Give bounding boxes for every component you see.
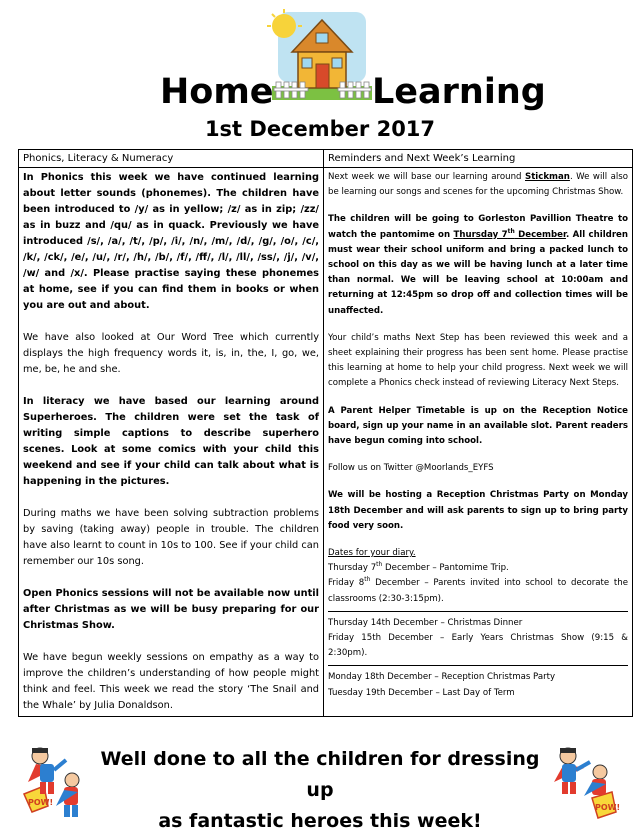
left-column xyxy=(19,168,324,717)
footer-message xyxy=(86,744,554,837)
svg-text:POW!: POW! xyxy=(595,803,621,812)
word-tree-paragraph: We have also looked at Our Word Tree which currently displays the high frequency words it, is, in, the, I, go, we, me, be, he and she. xyxy=(23,332,319,375)
literacy-paragraph: In literacy we have based our learning around Superheroes. The children were set the task of writing simple captions to describe superhero scenes. Look at some comics with your child this weekend and see if your child can talk about what is happening in the pictures. xyxy=(23,396,319,487)
diary-item: Thursday 7th December – Pantomime Trip. xyxy=(328,561,509,574)
diary-item: Friday 15th December – Early Years Christmas Show (9:15 & 2:30pm). xyxy=(328,633,628,659)
right-column xyxy=(324,168,633,717)
divider xyxy=(328,611,628,612)
stickman-text: Stickman xyxy=(525,172,570,182)
title-home: Home xyxy=(160,72,274,112)
diary-heading: Dates for your diary. xyxy=(328,548,416,559)
footer-line-1: Well done to all the children for dressing up xyxy=(100,748,540,801)
twitter-paragraph: Follow us on Twitter @Moorlands_EYFS xyxy=(328,463,494,474)
phonics-paragraph: In Phonics this week we have continued learning about letter sounds (phonemes). The children have been introduced to /y/ as in yellow; /z/ as in zip; /zz/ as in buzz and /qu/ as in quack. Previously we have introduced /s/, /a/, /t/, /p/, /i/, /n/, /m/, /d/, /g/, /o/, /c/, /k/, /ck/, /e/, /u/, /r/, /h/, /b/, /f/, /ff/, /l/, /ll/, /ss/, /j/, /v/, /w/ and /x/. Please practise saying these phonemes at home, see if you can find them in books or when you are out and about. xyxy=(23,172,319,311)
left-column-heading: Phonics, Literacy & Numeracy xyxy=(19,150,324,168)
diary-section xyxy=(328,546,628,701)
stickman-paragraph: Next week we will base our learning around Stickman. We will also be learning our songs and scenes for the upcoming Christmas Show. xyxy=(328,172,628,198)
diary-item: Friday 8th December – Parents invited into school to decorate the classrooms (2:30-3:15pm). xyxy=(328,576,628,604)
superhero-left-icon xyxy=(18,742,90,826)
newsletter-table xyxy=(18,149,633,717)
pantomime-paragraph: The children will be going to Gorleston Pavillion Theatre to watch the pantomime on Thursday 7th December. All children must wear their school uniform and bring a packed lunch to school on this day as we will be having lunch at a later time than normal. We will be leaving school at 10:00am and returning at 12:45pm so drop off and collection times will be unaffected. xyxy=(328,214,628,316)
diary-item: Monday 18th December – Reception Christmas Party xyxy=(328,672,556,683)
pantomime-date: Thursday 7th December xyxy=(453,227,566,240)
maths-paragraph: During maths we have been solving subtraction problems by saving (taking away) people in trouble. The children have also learnt to count in 10s to 100. See if your child can remember our 10s song. xyxy=(23,508,319,567)
divider xyxy=(328,665,628,666)
maths-next-step-paragraph: Your child’s maths Next Step has been reviewed this week and a sheet explaining their progress has been sent home. Please practise this learning at home to help your child progress. Next week we will complete a Phonics check instead of reviewing Literacy Next Steps. xyxy=(328,332,628,389)
diary-item: Thursday 14th December – Christmas Dinner xyxy=(328,617,523,628)
diary-item: Tuesday 19th December – Last Day of Term xyxy=(328,687,515,698)
parent-helper-paragraph: A Parent Helper Timetable is up on the Reception Notice board, sign up your name in an available slot. Parent readers have begun coming into school. xyxy=(328,405,628,447)
footer-line-2: as fantastic heroes this week! xyxy=(158,810,482,832)
date-heading: 1st December 2017 xyxy=(204,117,436,141)
christmas-party-paragraph: We will be hosting a Reception Christmas Party on Monday 18th December and will ask parents to sign up to bring party food very soon. xyxy=(328,490,628,531)
sun-icon xyxy=(272,14,296,38)
svg-text:POW!: POW! xyxy=(28,798,54,807)
house-illustration xyxy=(262,8,382,106)
open-phonics-paragraph: Open Phonics sessions will not be available now until after Christmas as we will be busy preparing for our Christmas Show. xyxy=(23,588,319,631)
right-column-heading: Reminders and Next Week’s Learning xyxy=(324,150,633,168)
superhero-right-icon xyxy=(550,742,622,826)
empathy-paragraph: We have begun weekly sessions on empathy as a way to improve the children’s understanding of how people might think and feel. This week we read the story ‘The Snail and the Whale’ by Julia Donaldson. xyxy=(23,652,319,711)
header xyxy=(0,0,640,148)
title-learning: Learning xyxy=(372,72,546,112)
